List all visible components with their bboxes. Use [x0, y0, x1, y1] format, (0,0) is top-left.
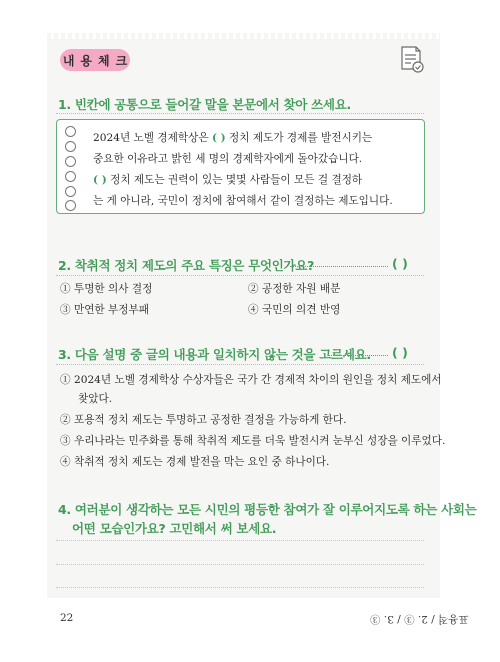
question-2-title: 2. 착취적 정치 제도의 주요 특징은 무엇인가요? — [58, 258, 315, 273]
question-3-answer-blank[interactable]: ( ) — [392, 345, 408, 360]
q2-option-1[interactable]: ① 투명한 의사 결정 — [60, 283, 153, 295]
q3-option-4[interactable]: ④ 착취적 정치 제도는 경제 발전을 막는 요인 중 하나이다. — [60, 456, 330, 468]
q2-option-2[interactable]: ② 공정한 자원 배분 — [248, 283, 341, 295]
question-3-title: 3. 다음 설명 중 글의 내용과 일치하지 않는 것을 고르세요. — [58, 347, 371, 362]
badge-char: 용 — [80, 53, 92, 68]
binder-ring — [65, 171, 76, 182]
question-1-title: 1. 빈칸에 공통으로 들어갈 말을 본문에서 찾아 쓰세요. — [58, 97, 351, 112]
q3-option-1[interactable]: ① 2024년 노벨 경제학상 수상자들은 국가 간 경제적 차이의 원인을 정치 제도에서 — [60, 374, 442, 386]
passage-text: 정치 제도가 경제를 발전시키는 — [225, 132, 373, 144]
question-4-title-line-2: 어떤 모습인가요? 고민해서 써 보세요. — [72, 521, 277, 536]
clipboard-check-icon — [399, 45, 425, 75]
writing-line[interactable] — [56, 587, 424, 588]
passage-line-1 — [93, 130, 372, 145]
badge-char: 체 — [98, 53, 110, 68]
leader-dots — [290, 266, 388, 267]
binder-ring — [65, 200, 76, 211]
torn-edge — [47, 33, 440, 39]
page-number: 22 — [60, 612, 74, 624]
q2-option-3[interactable]: ③ 만연한 부정부패 — [60, 304, 149, 316]
fill-in-passage-box — [56, 119, 425, 214]
passage-line-2: 중요한 이유라고 밝힌 세 명의 경제학자에게 돌아갔습니다. — [93, 153, 363, 165]
binder-ring — [65, 156, 76, 167]
writing-line[interactable] — [56, 564, 424, 565]
content-check-badge — [60, 49, 130, 71]
divider — [56, 275, 424, 276]
upside-down-answer-key: 표용적 / 2. ③ / 3. ③ — [370, 613, 469, 625]
q2-option-4[interactable]: ④ 국민의 의견 반영 — [248, 304, 341, 316]
badge-char: 내 — [62, 53, 75, 68]
question-4-title-line-1: 4. 여러분이 생각하는 모든 시민의 평등한 참여가 잘 이루어지도록 하는 사회는 — [58, 502, 477, 517]
blank-2[interactable]: ( ) — [93, 174, 107, 186]
binder-ring — [65, 126, 76, 137]
divider — [56, 364, 424, 365]
passage-line-3 — [93, 172, 362, 187]
passage-line-4: 는 게 아니라, 국민이 정치에 참여해서 같이 결정하는 제도입니다. — [93, 195, 393, 207]
passage-text: 2024년 노벨 경제학상은 — [93, 132, 212, 144]
leader-dots — [328, 355, 388, 356]
passage-text: 정치 제도는 권력이 있는 몇몇 사람들이 모든 걸 결정하 — [106, 174, 363, 186]
blank-1[interactable]: ( ) — [211, 132, 226, 144]
q3-option-1-cont: 찾았다. — [78, 393, 113, 405]
writing-line[interactable] — [56, 540, 424, 541]
badge-char: 크 — [115, 53, 128, 68]
question-2-answer-blank[interactable]: ( ) — [392, 256, 408, 271]
q3-option-3[interactable]: ③ 우리나라는 민주화를 통해 착취적 제도를 더욱 발전시켜 눈부신 성장을 이루었다. — [60, 435, 446, 447]
divider — [56, 113, 424, 114]
binder-ring — [65, 186, 76, 197]
q3-option-2[interactable]: ② 포용적 정치 제도는 투명하고 공정한 결정을 가능하게 한다. — [60, 414, 347, 426]
binder-ring — [65, 141, 76, 152]
